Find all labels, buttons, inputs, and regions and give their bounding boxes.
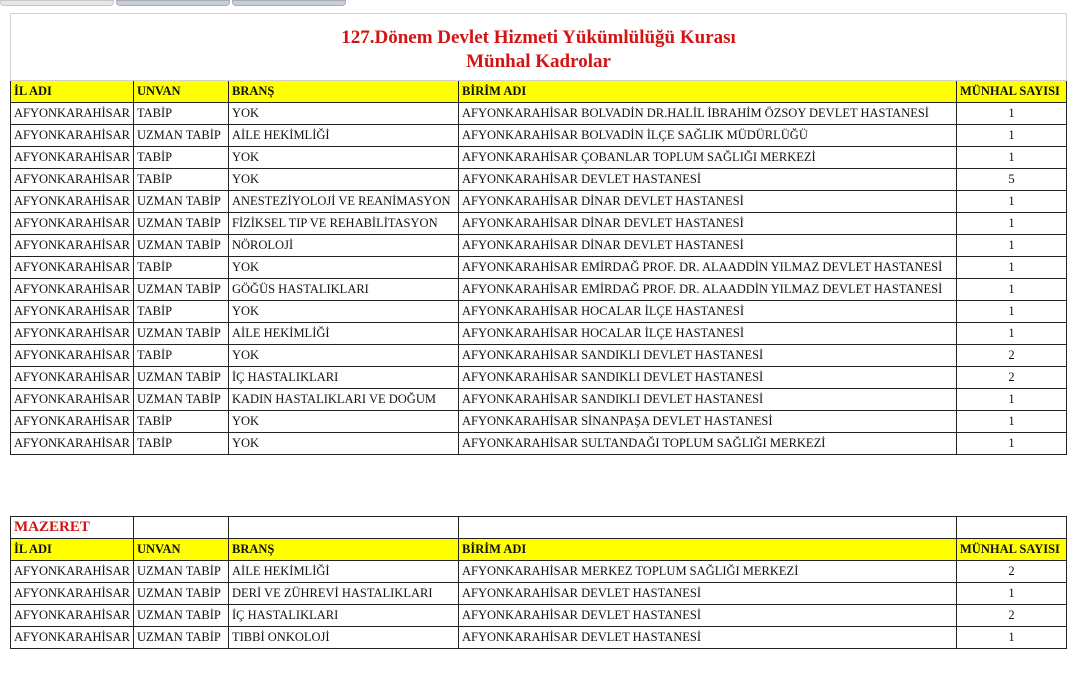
- cell-unvan: UZMAN TABİP: [134, 125, 229, 147]
- cell-birim-adi: AFYONKARAHİSAR SİNANPAŞA DEVLET HASTANESİ: [459, 411, 957, 433]
- cell-birim-adi: AFYONKARAHİSAR DEVLET HASTANESİ: [459, 605, 957, 627]
- cell-brans: YOK: [229, 301, 459, 323]
- cell-munhal-sayisi: 2: [957, 605, 1067, 627]
- table-row: [11, 367, 1067, 389]
- cell-brans: AİLE HEKİMLİĞİ: [229, 323, 459, 345]
- cell-munhal-sayisi: 1: [957, 627, 1067, 649]
- column-header-birim-adi: BİRİM ADI: [459, 539, 957, 561]
- mazeret-label: MAZERET: [11, 517, 134, 539]
- cell-unvan: TABİP: [134, 301, 229, 323]
- cell-unvan: UZMAN TABİP: [134, 583, 229, 605]
- table-row: [11, 169, 1067, 191]
- cell-unvan: TABİP: [134, 257, 229, 279]
- cell-birim-adi: AFYONKARAHİSAR DİNAR DEVLET HASTANESİ: [459, 213, 957, 235]
- column-header-brans: BRANŞ: [229, 539, 459, 561]
- cell-munhal-sayisi: 5: [957, 169, 1067, 191]
- title-line-1: 127.Dönem Devlet Hizmeti Yükümlülüğü Kurası: [341, 27, 736, 48]
- mazeret-header-row: [11, 539, 1067, 561]
- cell-munhal-sayisi: 1: [957, 433, 1067, 455]
- cell-unvan: TABİP: [134, 147, 229, 169]
- cell-il-adi: AFYONKARAHİSAR: [11, 389, 134, 411]
- cell-birim-adi: AFYONKARAHİSAR MERKEZ TOPLUM SAĞLIĞI MERKEZİ: [459, 561, 957, 583]
- cell-munhal-sayisi: 1: [957, 583, 1067, 605]
- cell-brans: YOK: [229, 257, 459, 279]
- header-row: [11, 81, 1067, 103]
- cell-birim-adi: AFYONKARAHİSAR DİNAR DEVLET HASTANESİ: [459, 191, 957, 213]
- cell-munhal-sayisi: 1: [957, 279, 1067, 301]
- cell-brans: TIBBİ ONKOLOJİ: [229, 627, 459, 649]
- cell-unvan: UZMAN TABİP: [134, 191, 229, 213]
- cell-birim-adi: AFYONKARAHİSAR EMİRDAĞ PROF. DR. ALAADDİN YILMAZ DEVLET HASTANESİ: [459, 257, 957, 279]
- table-row: [11, 257, 1067, 279]
- cell-munhal-sayisi: 1: [957, 191, 1067, 213]
- cell-il-adi: AFYONKARAHİSAR: [11, 103, 134, 125]
- viewer-tab-strip: [0, 0, 340, 6]
- cell-brans: KADIN HASTALIKLARI VE DOĞUM: [229, 389, 459, 411]
- cell-brans: İÇ HASTALIKLARI: [229, 367, 459, 389]
- cell-birim-adi: AFYONKARAHİSAR SULTANDAĞI TOPLUM SAĞLIĞI MERKEZİ: [459, 433, 957, 455]
- column-header-brans: BRANŞ: [229, 81, 459, 103]
- cell-unvan: UZMAN TABİP: [134, 213, 229, 235]
- table-row: [11, 301, 1067, 323]
- table-row: [11, 147, 1067, 169]
- cell-brans: GÖĞÜS HASTALIKLARI: [229, 279, 459, 301]
- cell-brans: DERİ VE ZÜHREVİ HASTALIKLARI: [229, 583, 459, 605]
- cell-unvan: UZMAN TABİP: [134, 627, 229, 649]
- mazeret-label-row: [11, 517, 1067, 539]
- column-header-il-adi: İL ADI: [11, 81, 134, 103]
- table-row: [11, 191, 1067, 213]
- cell-il-adi: AFYONKARAHİSAR: [11, 323, 134, 345]
- table-row: [11, 627, 1067, 649]
- table-row: [11, 235, 1067, 257]
- cell-brans: YOK: [229, 169, 459, 191]
- cell-munhal-sayisi: 1: [957, 389, 1067, 411]
- viewer-tab-1[interactable]: [0, 0, 114, 6]
- cell-brans: ANESTEZİYOLOJİ VE REANİMASYON: [229, 191, 459, 213]
- cell-munhal-sayisi: 2: [957, 367, 1067, 389]
- cell-birim-adi: AFYONKARAHİSAR SANDIKLI DEVLET HASTANESİ: [459, 389, 957, 411]
- cell-unvan: UZMAN TABİP: [134, 561, 229, 583]
- cell-unvan: UZMAN TABİP: [134, 323, 229, 345]
- title-line-2: Münhal Kadrolar: [466, 51, 611, 72]
- cell-birim-adi: AFYONKARAHİSAR ÇOBANLAR TOPLUM SAĞLIĞI MERKEZİ: [459, 147, 957, 169]
- cell-brans: FİZİKSEL TIP VE REHABİLİTASYON: [229, 213, 459, 235]
- cell-birim-adi: AFYONKARAHİSAR BOLVADİN İLÇE SAĞLIK MÜDÜRLÜĞÜ: [459, 125, 957, 147]
- cell-birim-adi: AFYONKARAHİSAR BOLVADİN DR.HALİL İBRAHİM ÖZSOY DEVLET HASTANESİ: [459, 103, 957, 125]
- mazeret-vacancy-table: [10, 516, 1067, 649]
- column-header-unvan: UNVAN: [134, 539, 229, 561]
- cell-munhal-sayisi: 1: [957, 301, 1067, 323]
- cell-birim-adi: AFYONKARAHİSAR DEVLET HASTANESİ: [459, 583, 957, 605]
- cell-birim-adi: AFYONKARAHİSAR SANDIKLI DEVLET HASTANESİ: [459, 367, 957, 389]
- cell-il-adi: AFYONKARAHİSAR: [11, 605, 134, 627]
- column-header-birim-adi: BİRİM ADI: [459, 81, 957, 103]
- cell-brans: YOK: [229, 411, 459, 433]
- column-header-munhal-sayisi: MÜNHAL SAYISI: [957, 81, 1067, 103]
- cell-birim-adi: AFYONKARAHİSAR DEVLET HASTANESİ: [459, 627, 957, 649]
- cell-munhal-sayisi: 2: [957, 561, 1067, 583]
- cell-brans: YOK: [229, 345, 459, 367]
- table-row: [11, 279, 1067, 301]
- cell-il-adi: AFYONKARAHİSAR: [11, 125, 134, 147]
- cell-brans: AİLE HEKİMLİĞİ: [229, 561, 459, 583]
- cell-munhal-sayisi: 1: [957, 235, 1067, 257]
- cell-munhal-sayisi: 1: [957, 103, 1067, 125]
- cell-birim-adi: AFYONKARAHİSAR HOCALAR İLÇE HASTANESİ: [459, 301, 957, 323]
- viewer-tab-2[interactable]: [116, 0, 230, 6]
- table-row: [11, 411, 1067, 433]
- cell-unvan: UZMAN TABİP: [134, 605, 229, 627]
- cell-unvan: UZMAN TABİP: [134, 235, 229, 257]
- cell-unvan: TABİP: [134, 345, 229, 367]
- cell-unvan: UZMAN TABİP: [134, 279, 229, 301]
- cell-unvan: UZMAN TABİP: [134, 367, 229, 389]
- cell-birim-adi: AFYONKARAHİSAR HOCALAR İLÇE HASTANESİ: [459, 323, 957, 345]
- cell-unvan: UZMAN TABİP: [134, 389, 229, 411]
- cell-il-adi: AFYONKARAHİSAR: [11, 301, 134, 323]
- cell-il-adi: AFYONKARAHİSAR: [11, 235, 134, 257]
- table-row: [11, 125, 1067, 147]
- table-row: [11, 583, 1067, 605]
- cell-munhal-sayisi: 1: [957, 323, 1067, 345]
- table-row: [11, 561, 1067, 583]
- cell-il-adi: AFYONKARAHİSAR: [11, 147, 134, 169]
- table-row: [11, 323, 1067, 345]
- cell-brans: NÖROLOJİ: [229, 235, 459, 257]
- cell-unvan: TABİP: [134, 433, 229, 455]
- cell-birim-adi: AFYONKARAHİSAR DİNAR DEVLET HASTANESİ: [459, 235, 957, 257]
- cell-il-adi: AFYONKARAHİSAR: [11, 279, 134, 301]
- cell-birim-adi: AFYONKARAHİSAR EMİRDAĞ PROF. DR. ALAADDİN YILMAZ DEVLET HASTANESİ: [459, 279, 957, 301]
- cell-il-adi: AFYONKARAHİSAR: [11, 213, 134, 235]
- column-header-il-adi: İL ADI: [11, 539, 134, 561]
- column-header-unvan: UNVAN: [134, 81, 229, 103]
- cell-brans: İÇ HASTALIKLARI: [229, 605, 459, 627]
- cell-il-adi: AFYONKARAHİSAR: [11, 257, 134, 279]
- cell-birim-adi: AFYONKARAHİSAR DEVLET HASTANESİ: [459, 169, 957, 191]
- cell-il-adi: AFYONKARAHİSAR: [11, 411, 134, 433]
- cell-munhal-sayisi: 1: [957, 257, 1067, 279]
- main-vacancy-table: [10, 13, 1067, 455]
- table-row: [11, 433, 1067, 455]
- cell-brans: YOK: [229, 103, 459, 125]
- cell-il-adi: AFYONKARAHİSAR: [11, 191, 134, 213]
- viewer-tab-3[interactable]: [232, 0, 346, 6]
- cell-unvan: TABİP: [134, 103, 229, 125]
- table-row: [11, 389, 1067, 411]
- cell-munhal-sayisi: 1: [957, 125, 1067, 147]
- document-title: [11, 14, 1067, 81]
- cell-il-adi: AFYONKARAHİSAR: [11, 367, 134, 389]
- cell-unvan: TABİP: [134, 411, 229, 433]
- cell-il-adi: AFYONKARAHİSAR: [11, 583, 134, 605]
- cell-il-adi: AFYONKARAHİSAR: [11, 627, 134, 649]
- cell-brans: YOK: [229, 147, 459, 169]
- cell-brans: YOK: [229, 433, 459, 455]
- table-row: [11, 345, 1067, 367]
- cell-brans: AİLE HEKİMLİĞİ: [229, 125, 459, 147]
- cell-il-adi: AFYONKARAHİSAR: [11, 169, 134, 191]
- column-header-munhal-sayisi: MÜNHAL SAYISI: [957, 539, 1067, 561]
- cell-il-adi: AFYONKARAHİSAR: [11, 561, 134, 583]
- cell-birim-adi: AFYONKARAHİSAR SANDIKLI DEVLET HASTANESİ: [459, 345, 957, 367]
- cell-munhal-sayisi: 1: [957, 147, 1067, 169]
- cell-il-adi: AFYONKARAHİSAR: [11, 345, 134, 367]
- table-row: [11, 103, 1067, 125]
- cell-il-adi: AFYONKARAHİSAR: [11, 433, 134, 455]
- cell-munhal-sayisi: 1: [957, 411, 1067, 433]
- cell-munhal-sayisi: 1: [957, 213, 1067, 235]
- cell-unvan: TABİP: [134, 169, 229, 191]
- table-row: [11, 605, 1067, 627]
- cell-munhal-sayisi: 2: [957, 345, 1067, 367]
- table-row: [11, 213, 1067, 235]
